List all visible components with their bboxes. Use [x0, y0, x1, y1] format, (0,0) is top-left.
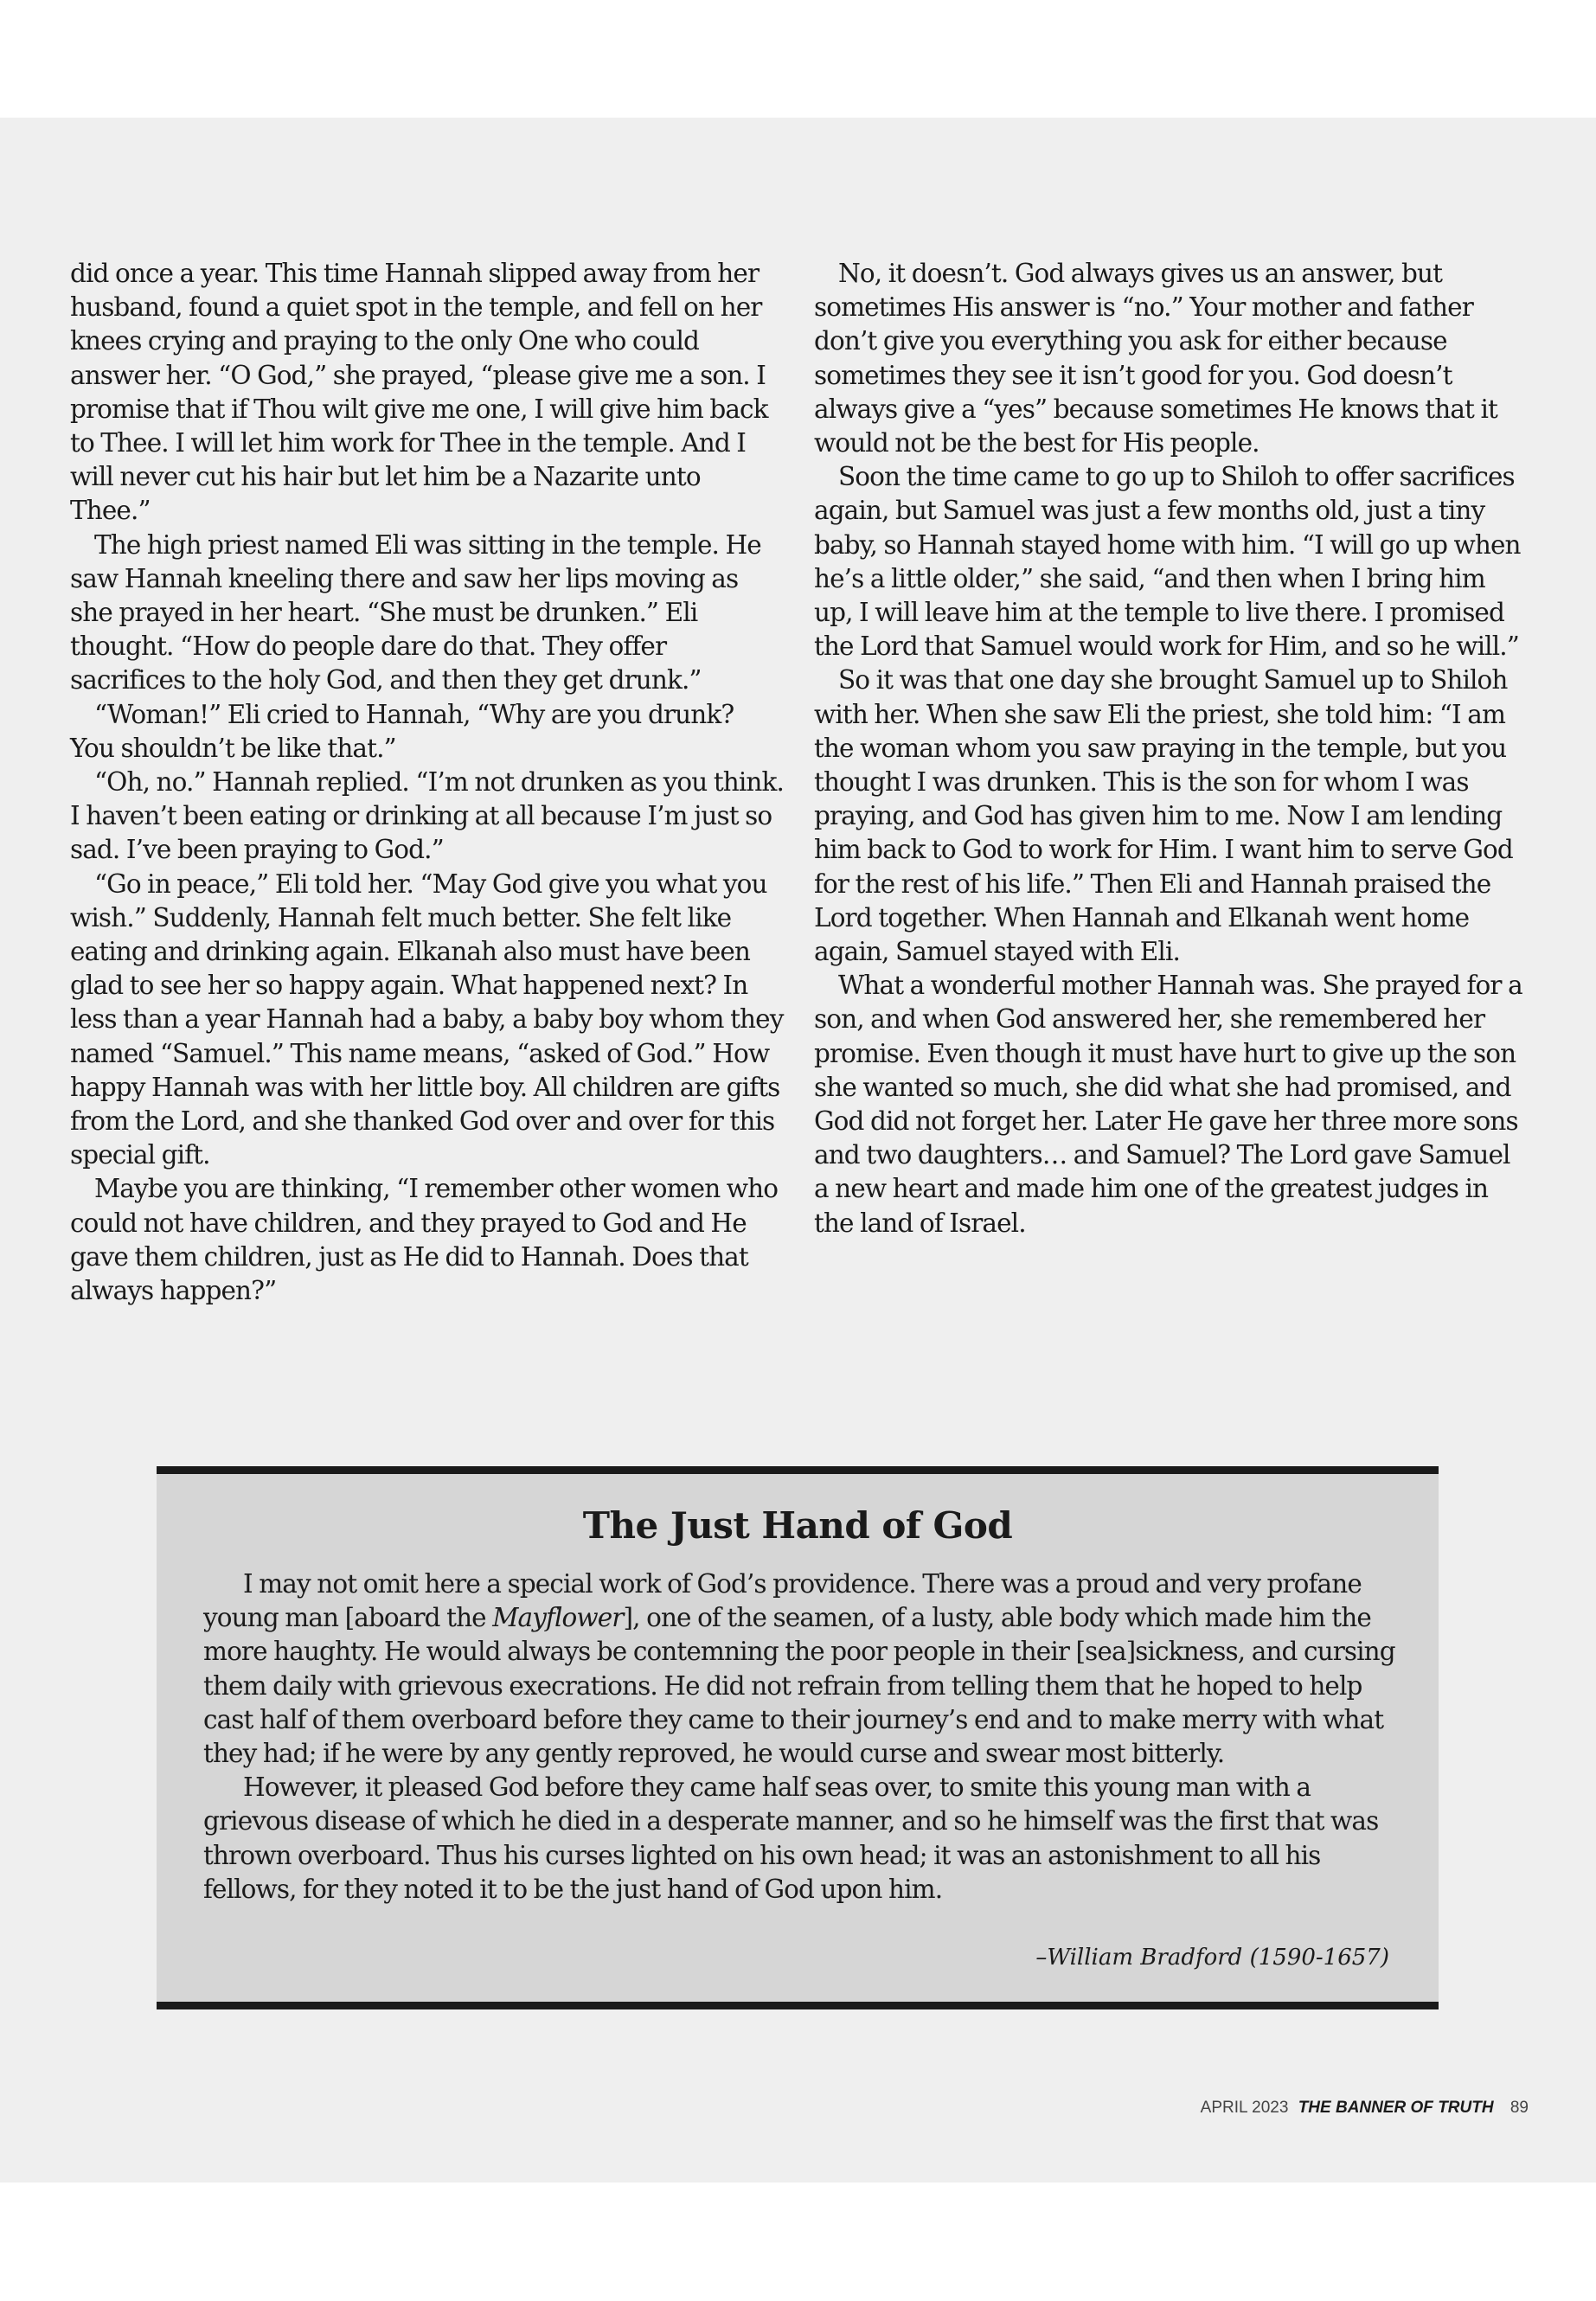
ship-name: Mayflower	[492, 1603, 624, 1633]
paragraph: Soon the time came to go up to Shiloh to offer sacrifices again, but Samuel was just a few months old, just a tiny baby, so Hannah stayed home with him. “I will go up when he’s a little older,” she said, “and then when I bring him up, I will leave him at the temple to live there. I promised the Lord that Samuel would work for Him, and so he will.”	[814, 462, 1521, 662]
sidebar-text: I may not omit here a special work of God’s providence. There was a proud and very profane young man [aboard the	[203, 1569, 1362, 1633]
paragraph: Maybe you are thinking, “I remember other women who could not have children, and they prayed to God and He gave them children, just as He did to Hannah. Does that always happen?”	[70, 1174, 779, 1306]
sidebar-attribution: –William Bradford (1590-1657)	[1035, 1945, 1389, 1971]
paragraph: did once a year. This time Hannah slipped away from her husband, found a quiet spot in the temple, and fell on her knees crying and praying to the only One who could answer her. “O God,” she prayed, “please give me a son. I promise that if Thou wilt give me one, I will give him back to Thee. I will let him work for Thee in the temple. And I will never cut his hair but let him be a Nazarite unto Thee.”	[70, 259, 768, 526]
paragraph: What a wonderful mother Hannah was. She prayed for a son, and when God answered her, she remembered her promise. Even though it must have hurt to give up the son she wanted so much, she did what she had promised, and God did not forget her. Later He gave her three more sons and two daughters… and Samuel? The Lord gave Samuel a new heart and made him one of the greatest judges in the land of Israel.	[814, 971, 1522, 1238]
page-footer	[1201, 2099, 1529, 2118]
sidebar-paragraph: However, it pleased God before they came half seas over, to smite this young man with a grievous disease of which he died in a desperate manner, and so he himself was the first that was thrown overboard. Thus his curses lighted on his own head; it was an astonishment to all his fellows, for they noted it to be the just hand of God upon him.	[203, 1772, 1379, 1904]
page-number: 89	[1509, 2099, 1529, 2117]
paragraph: “Woman!” Eli cried to Hannah, “Why are you drunk? You shouldn’t be like that.”	[70, 699, 734, 763]
sidebar-text: ], one of the seamen, of a lusty, able body which made him the more haughty. He would always be contemning the poor people in their [sea]sickness, and cursing them daily with grievous execrations. He did not refrain from telling them that he hoped to help cast half of them overboard before they came to their journey’s end and to make merry with what they had; if he were by any gently reproved, he would curse and swear most bitterly.	[203, 1603, 1395, 1769]
sidebar-body	[203, 1567, 1414, 1907]
paragraph: No, it doesn’t. God always gives us an answer, but sometimes His answer is “no.” Your mother and father don’t give you everything you ask for either because sometimes they see it isn’t good for you. God doesn’t always give a “yes” because sometimes He knows that it would not be the best for His people.	[814, 259, 1497, 458]
paragraph: The high priest named Eli was sitting in the temple. He saw Hannah kneeling there and saw her lips moving as she prayed in her heart. “She must be drunken.” Eli thought. “How do people dare do that. They offer sacrifices to the holy God, and then they get drunk.”	[70, 529, 761, 695]
footer-magazine: THE BANNER OF TRUTH	[1298, 2099, 1494, 2117]
sidebar-box	[157, 1466, 1439, 2009]
left-column	[70, 257, 784, 1308]
sidebar-title: The Just Hand of God	[582, 1504, 1013, 1547]
paragraph: “Go in peace,” Eli told her. “May God give you what you wish.” Suddenly, Hannah felt much better. She felt like eating and drinking again. Elkanah also must have been glad to see her so happy again. What happened next? In less than a year Hannah had a baby, a baby boy whom they named “Samuel.” This name means, “asked of God.” How happy Hannah was with her little boy. All children are gifts from the Lord, and she thanked God over and over for this special gift.	[70, 868, 784, 1170]
paragraph: “Oh, no.” Hannah replied. “I’m not drunken as you think. I haven’t been eating or drinking at all because I’m just so sad. I’ve been praying to God.”	[70, 767, 784, 865]
right-column	[814, 257, 1528, 1240]
paragraph: So it was that one day she brought Samuel up to Shiloh with her. When she saw Eli the priest, she told him: “I am the woman whom you saw praying in the temple, but you thought I was drunken. This is the son for whom I was praying, and God has given him to me. Now I am lending him back to God to work for Him. I want him to serve God for the rest of his life.” Then Eli and Hannah praised the Lord together. When Hannah and Elkanah went home again, Samuel stayed with Eli.	[814, 665, 1513, 967]
sidebar-paragraph	[203, 1567, 1414, 1771]
footer-date: APRIL 2023	[1200, 2099, 1289, 2117]
